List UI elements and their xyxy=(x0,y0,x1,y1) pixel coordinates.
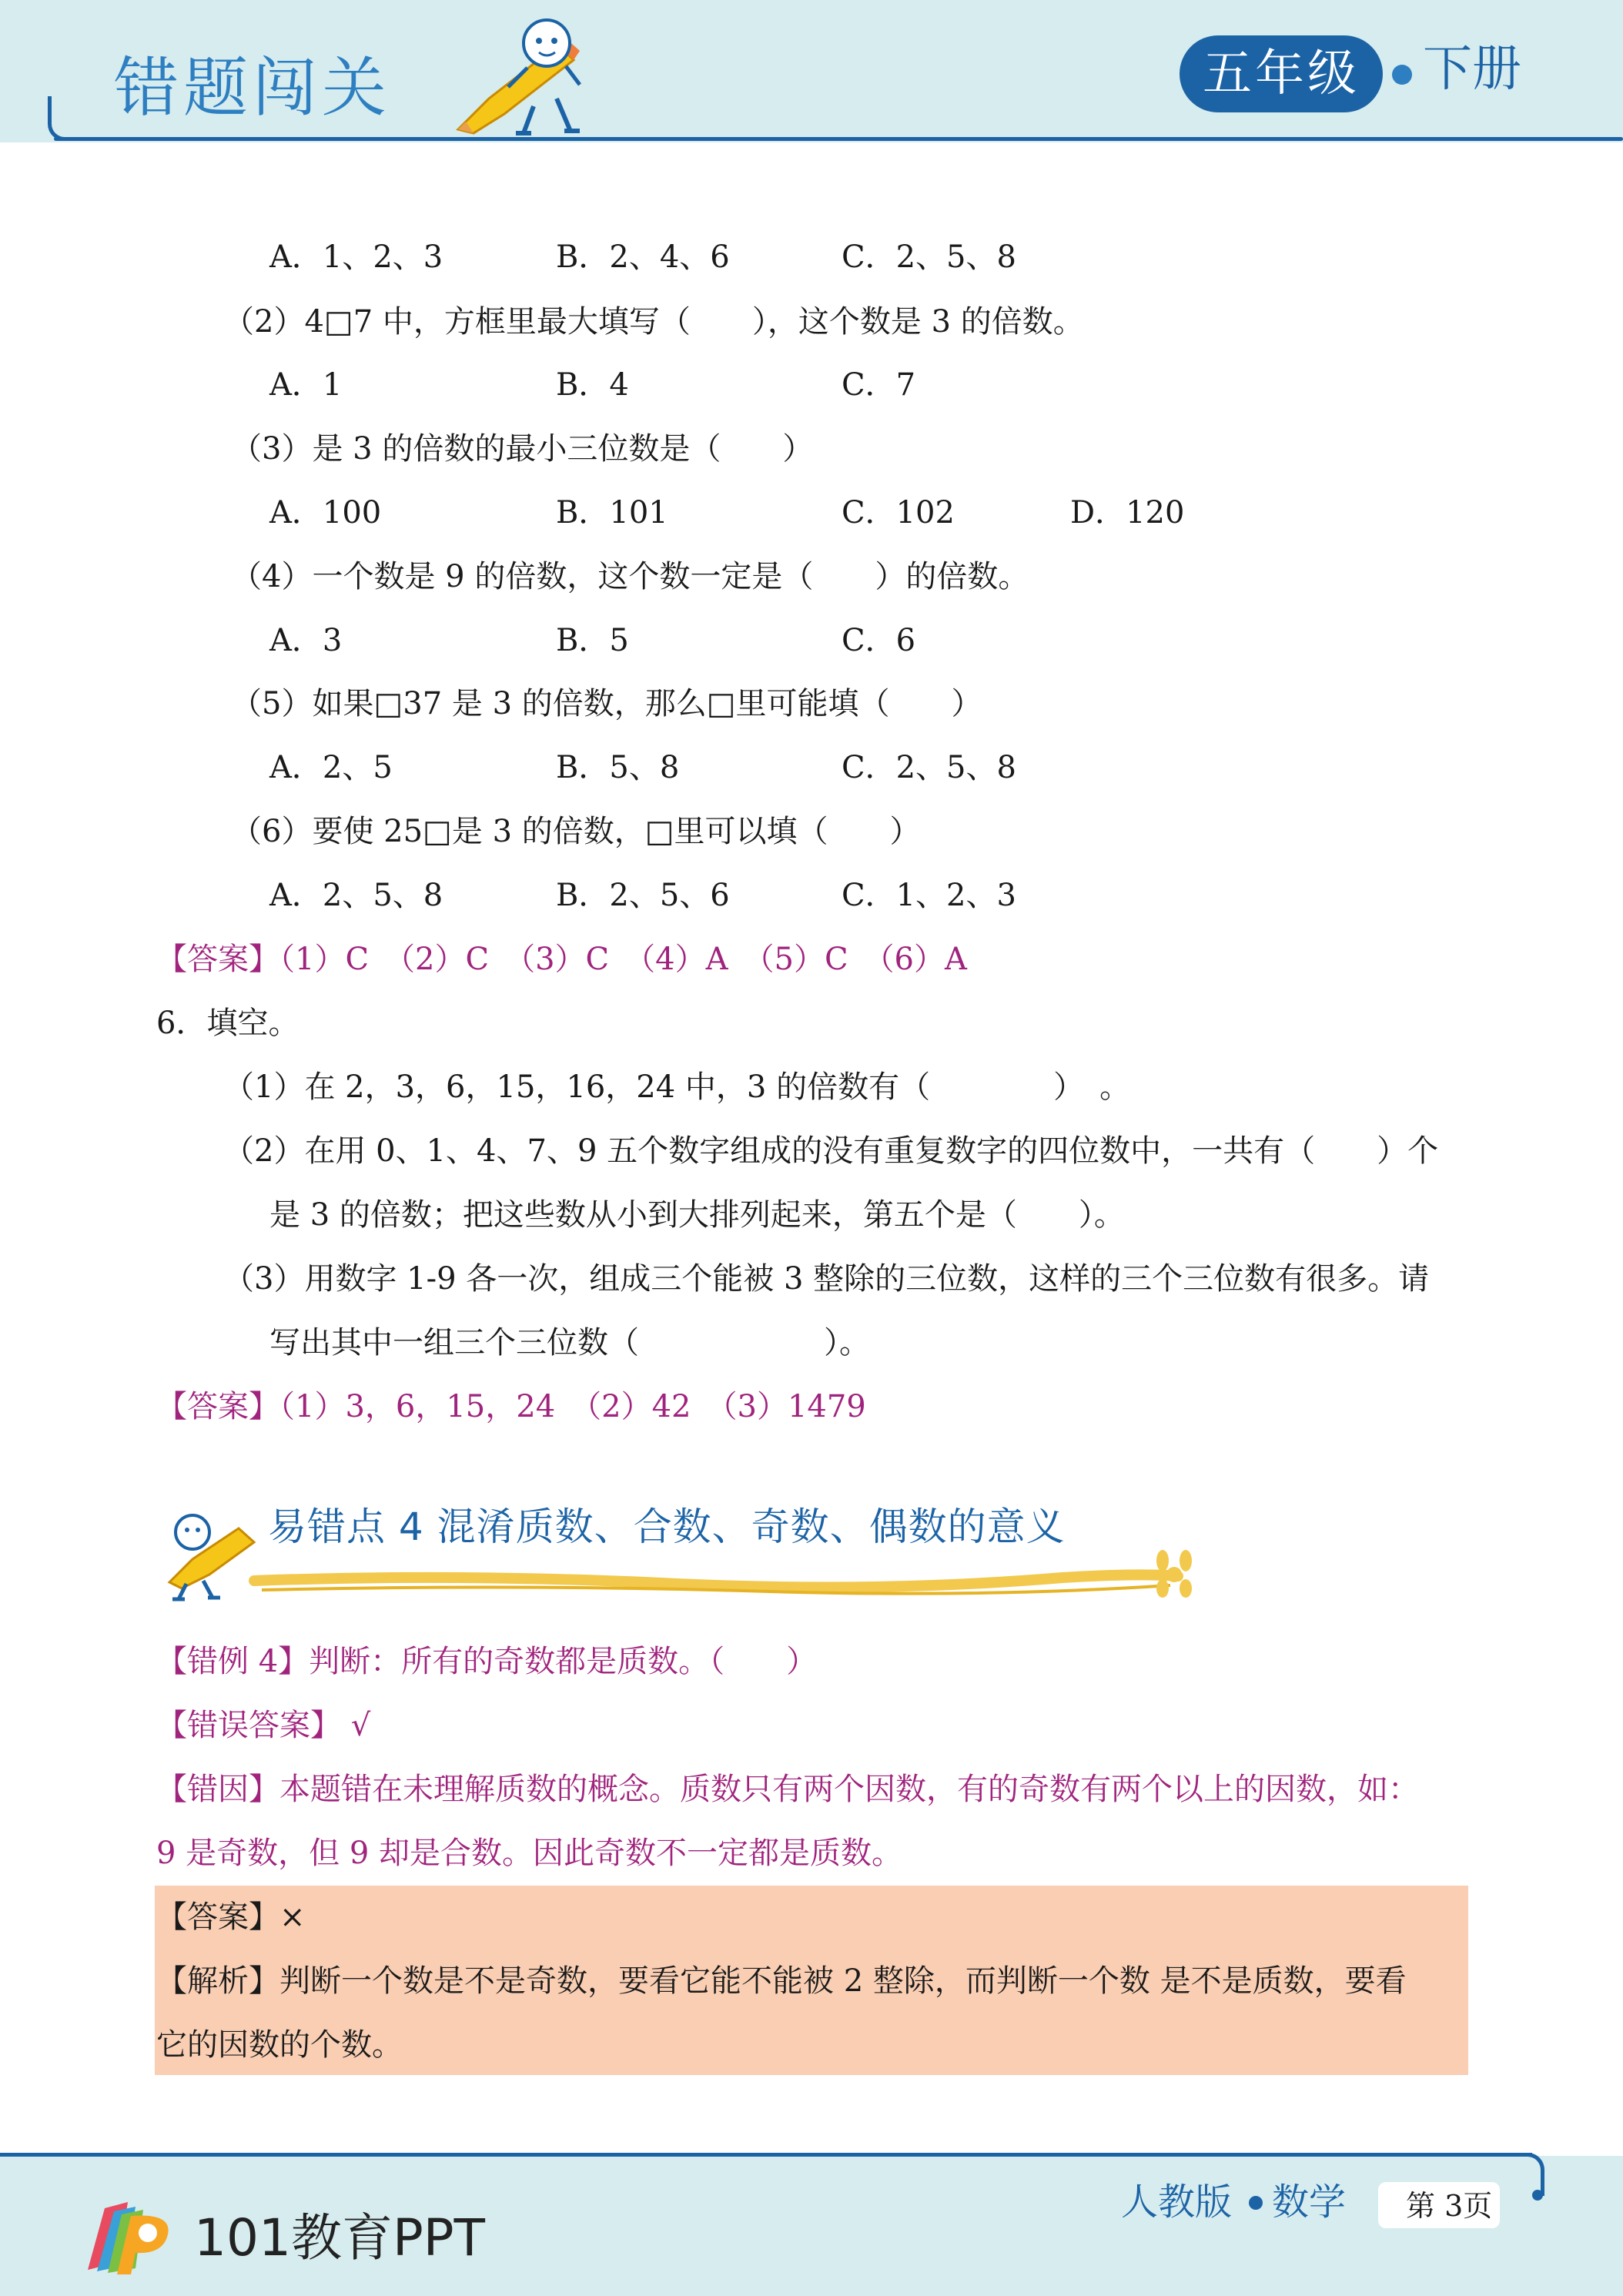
q5-2-stem: （2）4□7 中，方框里最大填写（ ），这个数是 3 的倍数。 xyxy=(223,304,1084,340)
page-number: 第 3页 xyxy=(1406,2189,1493,2223)
q6-1-stem: （1）在 2，3，6，15，16，24 中，3 的倍数有（ ） 。 xyxy=(223,1069,1131,1105)
subject-label: 数学 xyxy=(1272,2181,1347,2224)
q5-5-option-b: B．5、8 xyxy=(556,750,680,785)
q5-1-option-c: C．2、5、8 xyxy=(842,239,1016,275)
q5-1-option-a: A．1、2、3 xyxy=(269,239,443,275)
term-label: 下册 xyxy=(1423,41,1521,98)
q5-2-option-c: C．7 xyxy=(842,367,916,403)
q5-6-option-a: A．2、5、8 xyxy=(269,878,443,913)
q5-answer: 【答案】（1）C （2）C （3）C （4）A （5）C （6）A xyxy=(156,942,967,977)
q5-5-option-a: A．2、5 xyxy=(269,750,393,785)
pencil-mascot-icon xyxy=(443,14,597,137)
q6-answer: 【答案】（1）3，6，15，24 （2）42 （3）1479 xyxy=(156,1389,866,1424)
q5-3-stem: （3）是 3 的倍数的最小三位数是（ ） xyxy=(231,431,814,467)
grade-badge: 五年级 xyxy=(1180,35,1383,112)
q5-2-option-b: B．4 xyxy=(556,367,629,403)
example4-analysis-line1: 【解析】判断一个数是不是奇数，要看它能不能被 2 整除，而判断一个数 是不是质数，要看 xyxy=(156,1963,1407,1999)
q5-5-stem: （5）如果□37 是 3 的倍数，那么□里可能填（ ） xyxy=(231,686,982,721)
q5-4-stem: （4）一个数是 9 的倍数，这个数一定是（ ）的倍数。 xyxy=(231,559,1029,594)
footer-rule xyxy=(0,2153,1532,2157)
example4-reason-line2: 9 是奇数，但 9 却是合数。因此奇数不一定都是质数。 xyxy=(156,1836,903,1871)
q6-3-stem-line2: 写出其中一组三个三位数（ ）。 xyxy=(269,1325,870,1361)
q5-1-option-b: B．2、4、6 xyxy=(556,239,730,275)
header-hook-decoration xyxy=(48,96,69,141)
q5-6-option-c: C．1、2、3 xyxy=(842,878,1016,913)
example4-reason-line1: 【错因】本题错在未理解质数的概念。质数只有两个因数，有的奇数有两个以上的因数，如： xyxy=(156,1772,1419,1807)
q5-5-option-c: C．2、5、8 xyxy=(842,750,1016,785)
example4-question: 【错例 4】判断：所有的奇数都是质数。（ ） xyxy=(156,1644,818,1679)
q5-2-option-a: A．1 xyxy=(269,367,343,403)
q6-2-stem-line2: 是 3 的倍数；把这些数从小到大排列起来，第五个是（ ）。 xyxy=(269,1197,1125,1233)
q5-3-option-a: A．100 xyxy=(269,495,382,530)
q5-3-option-b: B．101 xyxy=(556,495,668,530)
brand-name: 101教育PPT xyxy=(194,2208,485,2268)
q5-4-option-b: B．5 xyxy=(556,623,629,658)
q6-2-stem-line1: （2）在用 0、1、4、7、9 五个数字组成的没有重复数字的四位数中，一共有（ ）个 xyxy=(223,1133,1439,1169)
footer-separator-dot xyxy=(1249,2196,1263,2210)
section-title: 易错点 4 混淆质数、合数、奇数、偶数的意义 xyxy=(268,1504,1066,1549)
example4-analysis-line2: 它的因数的个数。 xyxy=(156,2027,403,2063)
example4-wrong-answer: 【错误答案】 √ xyxy=(156,1708,371,1743)
q5-6-stem: （6）要使 25□是 3 的倍数，□里可以填（ ） xyxy=(231,814,921,849)
example4-answer: 【答案】× xyxy=(156,1899,306,1935)
header-title: 错题闯关 xyxy=(114,50,392,126)
edition-label: 人教版 xyxy=(1121,2181,1233,2224)
header-rule xyxy=(54,137,1623,141)
brand-logo-icon xyxy=(74,2185,182,2278)
q5-3-option-d: D．120 xyxy=(1070,495,1185,530)
grade-separator-dot xyxy=(1392,65,1412,85)
q5-4-option-a: A．3 xyxy=(269,623,343,658)
q5-6-option-b: B．2、5、6 xyxy=(556,878,730,913)
q6-3-stem-line1: （3）用数字 1-9 各一次，组成三个能被 3 整除的三位数，这样的三个三位数有很多。请 xyxy=(223,1261,1430,1297)
q6-title: 6．填空。 xyxy=(156,1006,300,1041)
footer-hook-dot xyxy=(1532,2190,1543,2201)
q5-4-option-c: C．6 xyxy=(842,623,916,658)
q5-3-option-c: C．102 xyxy=(842,495,955,530)
